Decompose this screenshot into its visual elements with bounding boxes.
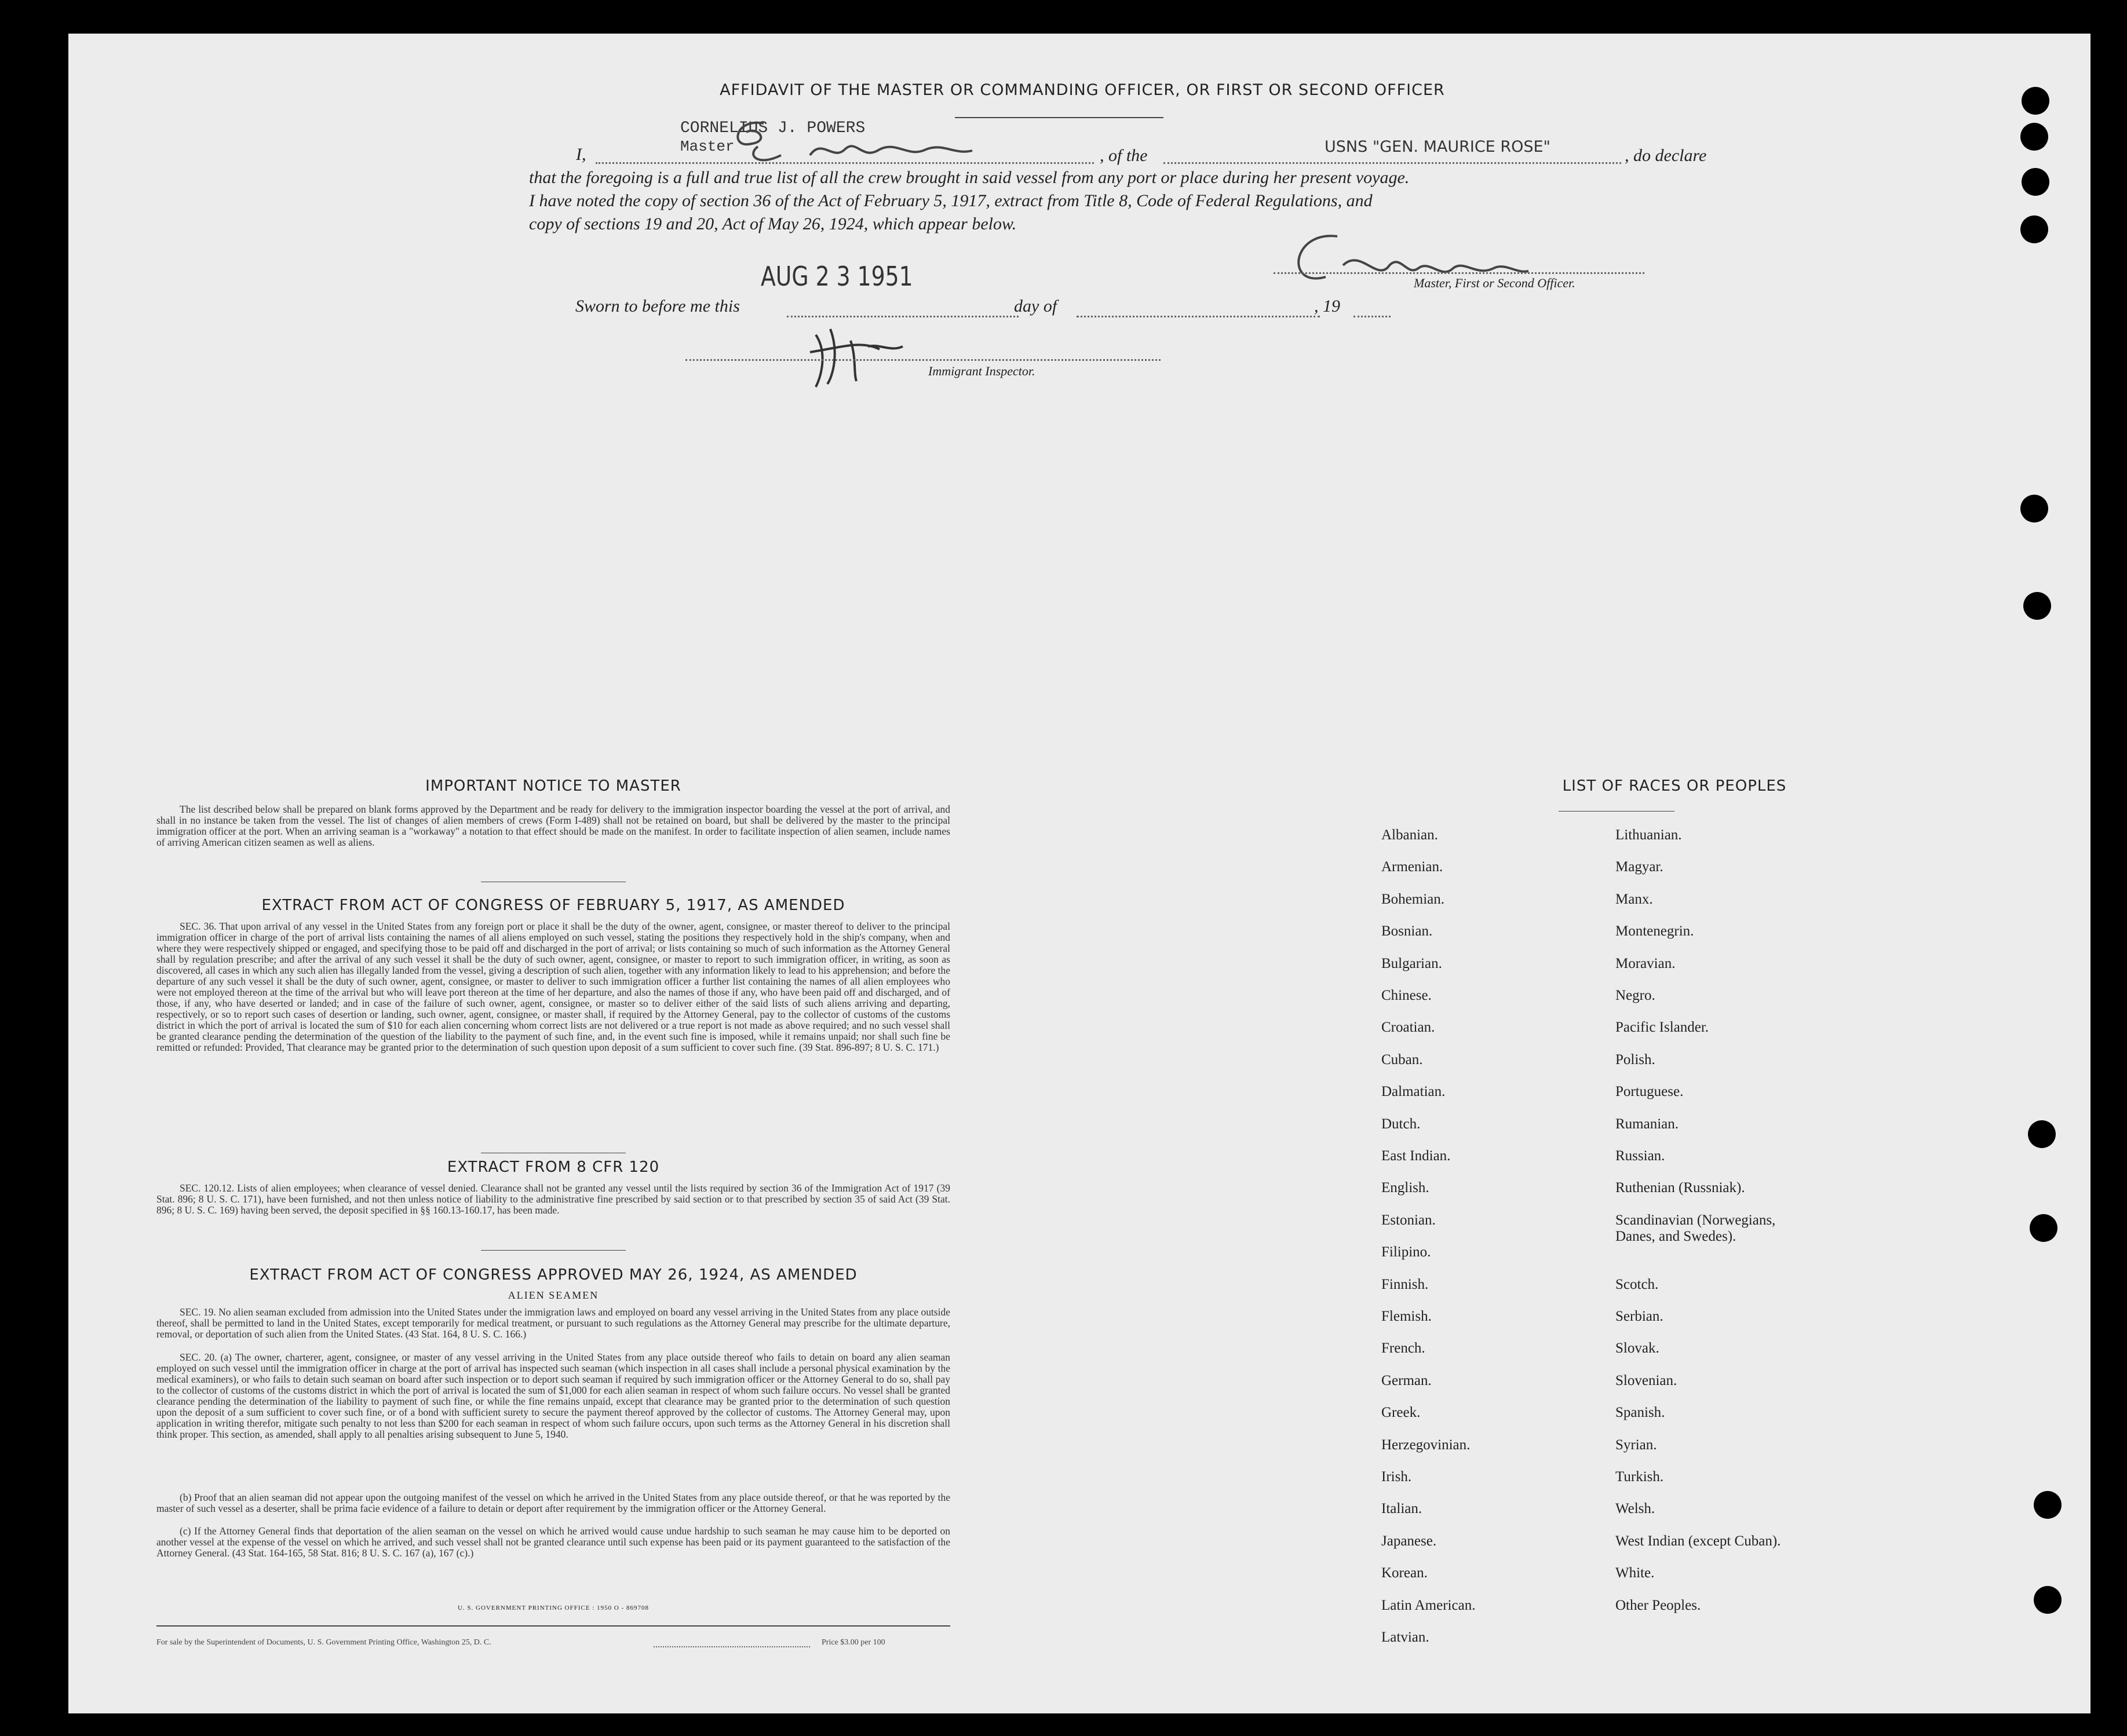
race-item: German. <box>1381 1372 1432 1388</box>
inspector-signature-graphic <box>798 317 937 393</box>
race-item: Polish. <box>1615 1051 1655 1068</box>
race-item: Russian. <box>1615 1148 1665 1164</box>
race-item: Portuguese. <box>1615 1084 1684 1100</box>
race-item: Greek. <box>1381 1405 1421 1421</box>
sworn-year-line <box>1353 316 1391 317</box>
day-of-label: day of <box>1014 297 1057 316</box>
race-item: Filipino. <box>1381 1244 1431 1260</box>
race-item: Latvian. <box>1381 1629 1429 1645</box>
race-item: Scotch. <box>1615 1276 1659 1292</box>
race-item: Welsh. <box>1615 1501 1655 1517</box>
race-item: Slovenian. <box>1615 1372 1677 1388</box>
race-item: Bosnian. <box>1381 923 1433 940</box>
punch-hole <box>2022 87 2049 115</box>
races-underline <box>1559 811 1674 812</box>
race-item: Lithuanian. <box>1615 827 1682 843</box>
declaration-line-2: I have noted the copy of section 36 of the Act of February 5, 1917, extract from Title 8, Code of Federal Regulations, and <box>529 191 1373 210</box>
footer-rule <box>156 1625 950 1627</box>
printing-office-note: U. S. GOVERNMENT PRINTING OFFICE : 1950 O - 869708 <box>457 1605 649 1611</box>
price-note: Price $3.00 per 100 <box>822 1638 885 1647</box>
race-item: Dutch. <box>1381 1116 1421 1132</box>
race-item: Magyar. <box>1615 859 1663 875</box>
race-item: French. <box>1381 1340 1425 1357</box>
sec19-text: SEC. 19. No alien seaman excluded from admission into the United States under the immigration laws and employed on board any vessel arriving in the United States from any place outside thereof, shall be permitted to land in the United States, except temporarily for medical treatment, or pursuant to such regulations as the Attorney General may prescribe for the ultimate departure, removal, or deportation of such alien from the United States. (43 Stat. 164, 8 U. S. C. 166.) <box>156 1306 950 1340</box>
race-item: Turkish. <box>1615 1469 1664 1485</box>
race-item: Manx. <box>1615 891 1653 907</box>
extract-1924-heading: EXTRACT FROM ACT OF CONGRESS APPROVED MAY 26, 1924, AS AMENDED <box>249 1266 858 1284</box>
declaration-line-1: that the foregoing is a full and true list of all the crew brought in said vessel from any port or place during her present voyage. <box>529 168 1410 187</box>
races-heading: LIST OF RACES OR PEOPLES <box>1562 777 1787 795</box>
race-item: Japanese. <box>1381 1533 1437 1549</box>
punch-hole <box>2028 1120 2056 1148</box>
sec20b-text: (b) Proof that an alien seaman did not appear upon the outgoing manifest of the vessel on which he arrived in the United States from any place outside thereof, or that he was reported by the master of such vessel as a deserter, shall be prima facie evidence of a failure to detain or deport after requirement by the immigration officer or the Attorney General. <box>156 1492 950 1514</box>
race-item: Rumanian. <box>1615 1116 1679 1132</box>
race-item: Other Peoples. <box>1615 1597 1701 1613</box>
race-item: Flemish. <box>1381 1309 1432 1324</box>
race-item: Estonian. <box>1381 1212 1436 1228</box>
inspector-caption: Immigrant Inspector. <box>928 364 1035 378</box>
document-page <box>68 34 2090 1713</box>
race-item: Croatian. <box>1381 1019 1435 1036</box>
leader-dots <box>654 1646 810 1647</box>
race-item: Dalmatian. <box>1381 1084 1446 1100</box>
punch-hole <box>2020 215 2048 243</box>
race-item: Irish. <box>1381 1469 1412 1485</box>
race-item: Armenian. <box>1381 859 1443 875</box>
race-item: Syrian. <box>1615 1437 1657 1453</box>
sworn-month-line <box>1077 316 1320 317</box>
race-item: Herzegovinian. <box>1381 1437 1471 1453</box>
race-item: East Indian. <box>1381 1148 1451 1164</box>
extract-cfr-heading: EXTRACT FROM 8 CFR 120 <box>447 1158 660 1176</box>
alien-seamen-subheading: ALIEN SEAMEN <box>508 1289 599 1301</box>
race-item: Serbian. <box>1615 1309 1663 1324</box>
date-stamp: AUG 2 3 1951 <box>761 261 913 292</box>
divider <box>481 1250 626 1251</box>
notice-heading: IMPORTANT NOTICE TO MASTER <box>425 777 681 795</box>
master-caption: Master, First or Second Officer. <box>1414 276 1575 290</box>
notice-text: The list described below shall be prepared on blank forms approved by the Department and be ready for delivery to the immigration inspector boarding the vessel at the port of arrival, and shall in no instance be taken from the vessel. The list of changes of alien members of crews (Form I-489) shall not be retained on board, but shall be delivered by the master to the principal immigration officer at the port. When an arriving seaman is a "workaway" a notation to that effect should be made on the manifest. In order to facilitate inspection of alien seamen, include names of arriving American citizen seamen as well as aliens. <box>156 803 950 848</box>
punch-hole <box>2034 1491 2062 1519</box>
race-item: Negro. <box>1615 988 1655 1003</box>
extract-1917-heading: EXTRACT FROM ACT OF CONGRESS OF FEBRUARY 5, 1917, AS AMENDED <box>261 897 845 914</box>
race-item: Cuban. <box>1381 1051 1423 1068</box>
typed-name: CORNELIUS J. POWERS <box>680 119 866 137</box>
affidavit-title: AFFIDAVIT OF THE MASTER OR COMMANDING OFFICER, OR FIRST OR SECOND OFFICER <box>720 81 1445 99</box>
punch-hole <box>2020 495 2048 522</box>
pronoun: I, <box>576 145 586 164</box>
punch-hole <box>2023 592 2051 620</box>
vessel-line <box>1163 162 1621 164</box>
race-item: Latin American. <box>1381 1597 1476 1613</box>
race-item: English. <box>1381 1180 1429 1196</box>
race-item: Korean. <box>1381 1565 1428 1581</box>
punch-hole <box>2030 1214 2057 1242</box>
inspector-signature-line <box>685 359 1161 361</box>
race-item: Bohemian. <box>1381 891 1445 907</box>
race-item: Finnish. <box>1381 1276 1429 1292</box>
race-item: Moravian. <box>1615 955 1676 971</box>
race-item: Spanish. <box>1615 1405 1665 1421</box>
race-item: Pacific Islander. <box>1615 1019 1709 1036</box>
sworn-label: Sworn to before me this <box>575 297 740 316</box>
race-item: Italian. <box>1381 1501 1422 1517</box>
punch-hole <box>2034 1586 2062 1614</box>
race-item: Scandinavian (Norwegians, Danes, and Swedes). <box>1615 1212 1776 1244</box>
extract-cfr-text: SEC. 120.12. Lists of alien employees; when clearance of vessel denied. Clearance shall not be granted any vessel until the lists required by section 36 of the Immigration Act of 1917 (39 Stat. 896; 8 U. S. C. 171), have been furnished, and not then unless notice of liability to the administrative fine prescribed by said section or to that prescribed by section 35 of said Act (39 Stat. 896; 8 U. S. C. 169) having been served, the deposit specified in §§ 160.13-160.17, has been made. <box>156 1182 950 1216</box>
race-item: Chinese. <box>1381 988 1432 1003</box>
sale-note: For sale by the Superintendent of Documents, U. S. Government Printing Office, Washington 25, D. C. <box>156 1638 491 1647</box>
race-item: Albanian. <box>1381 827 1438 843</box>
vessel-name: USNS "GEN. MAURICE ROSE" <box>1325 138 1550 156</box>
declaration-line-3: copy of sections 19 and 20, Act of May 26, 1924, which appear below. <box>529 214 1017 233</box>
race-item: Slovak. <box>1615 1340 1659 1357</box>
race-item: White. <box>1615 1565 1655 1581</box>
of-the-label: , of the <box>1100 146 1148 165</box>
race-item: Montenegrin. <box>1615 923 1694 940</box>
race-item: Ruthenian (Russniak). <box>1615 1180 1745 1196</box>
race-item: Bulgarian. <box>1381 955 1442 971</box>
extract-1917-text: SEC. 36. That upon arrival of any vessel in the United States from any foreign port or place it shall be the duty of the owner, agent, consignee, or master thereof to deliver to the principal immigration officer in charge of the port of arrival lists containing the names of all aliens employed on such vessel, stating the positions they respectively hold in the ship's company, when and where they were respectively shipped or engaged, and specifying those to be paid off and discharged in the port of arrival; or lists containing so much of such information as the Attorney General shall by regulation prescribe; and after the arrival of any such vessel it shall be the duty of such owner, agent, consignee, or master to report to such immigration officer, in writing, as soon as discovered, all cases in which any such alien has illegally landed from the vessel, giving a description of such alien, together with any information likely to lead to his apprehension; and before the departure of any such vessel it shall be the duty of such owner, agent, consignee, or master to deliver to such immigration officer a further list containing the names of all alien employees who were not employed thereon at the time of the arrival but who will leave port thereon at the time of her departure, and also the names of those if any, who have been paid off and discharged, and of those, if any, who have deserted or landed; and in case of the failure of such owner, agent, consignee, or master so to deliver either of the said lists of such aliens arriving and departing, respectively, or so to report such cases of desertion or landing, such owner, agent, consignee, or master shall, if required by the Attorney General, pay to the collector of customs of the customs district in which the port of arrival is located the sum of $10 for each alien concerning whom correct lists are not delivered or a true report is not made as above required; and no such vessel shall be granted clearance pending the determination of the question of the liability to the payment of such fine, and, in the event such fine is imposed, while it remains unpaid; nor shall such fine be remitted or refunded: Provided, That clearance may be granted prior to the determination of such question upon deposit of a sum sufficient to cover such fine. (39 Stat. 896-897; 8 U. S. C. 171.) <box>156 920 950 1053</box>
punch-hole <box>2022 168 2049 196</box>
punch-hole <box>2020 123 2048 151</box>
do-declare-label: , do declare <box>1625 146 1707 165</box>
master-signature-line <box>1274 272 1644 274</box>
sec20c-text: (c) If the Attorney General finds that deportation of the alien seaman on the vessel on which he arrived would cause undue hardship to such seaman he may cause him to be deported on another vessel at the expense of the vessel on which he arrived, and such vessel shall not be granted clearance until such expense has been paid or its payment guaranteed to the satisfaction of the Attorney General. (43 Stat. 164-165, 58 Stat. 816; 8 U. S. C. 167 (a), 167 (c).) <box>156 1525 950 1559</box>
master-signature-graphic <box>723 115 1048 173</box>
race-item: West Indian (except Cuban). <box>1615 1533 1781 1549</box>
typed-rank: Master <box>680 138 735 155</box>
sec20a-text: SEC. 20. (a) The owner, charterer, agent, consignee, or master of any vessel arriving in the United States from any place outside thereof who fails to detain on board any alien seaman employed on such vessel until the immigration officer in charge at the port of arrival has inspected such seaman (which inspection in all cases shall include a personal physical examination by the medical examiners), or who fails to detain such seaman on board after such inspection or to deport such seaman if required by such immigration officer or the Attorney General to do so, shall pay to the collector of customs of the customs district in which the port of arrival is located the sum of $1,000 for each alien seaman in respect of whom such failure occurs. No vessel shall be granted clearance pending the determination of the liability to payment of such fine, or while the fine remains unpaid, except that clearance may be granted prior to the determination of such question upon the deposit of a sum sufficient to cover such fine, or of a bond with sufficient surety to secure the payment thereof approved by the collector of customs. The Attorney General may, upon application in writing therefor, mitigate such penalty to not less than $200 for each seaman in respect of whom such failure occurs, upon such terms as the Attorney General in his discretion shall think proper. This section, as amended, shall apply to all penalties arising subsequent to June 5, 1940. <box>156 1351 950 1440</box>
year-label: , 19 <box>1314 297 1340 316</box>
